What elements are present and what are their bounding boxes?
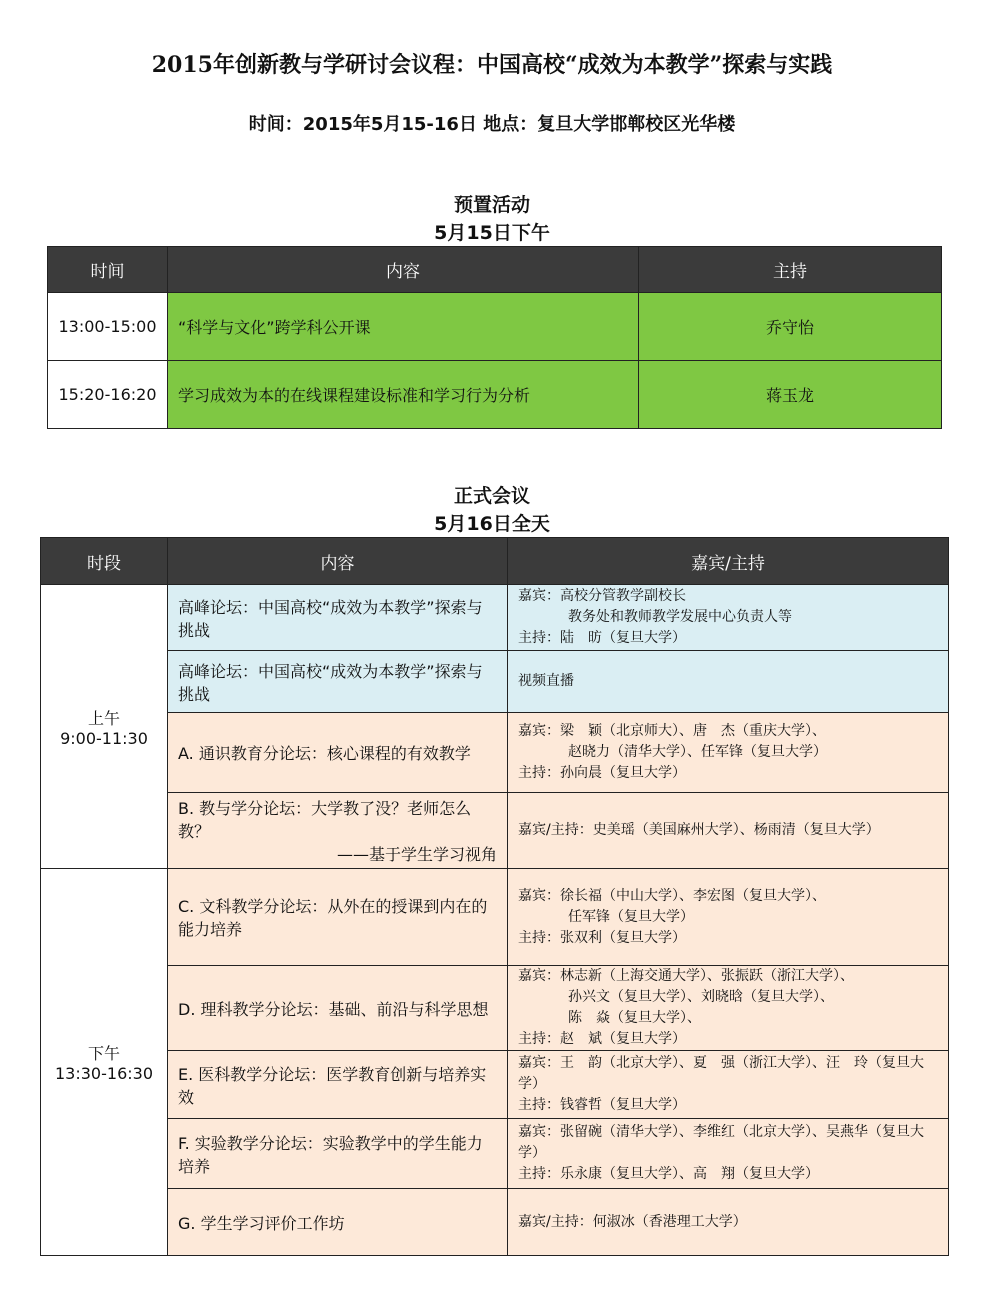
content-text: B. 教与学分论坛：大学教了没？老师怎么教？ bbox=[178, 799, 472, 841]
time-cell: 15:20-16:20 bbox=[48, 361, 168, 429]
guest-line: 主持：赵 斌（复旦大学） bbox=[518, 1031, 686, 1047]
content-cell bbox=[168, 585, 508, 651]
table-row bbox=[41, 1189, 949, 1256]
main-table bbox=[40, 537, 949, 1256]
content-cell bbox=[168, 1051, 508, 1119]
col-header: 主持 bbox=[639, 247, 942, 293]
guest-line: 主持：陆 昉（复旦大学） bbox=[518, 630, 686, 646]
table-row bbox=[48, 293, 942, 361]
guest-line: 教务处和教师教学发展中心负责人等 bbox=[568, 609, 792, 625]
document-subtitle: 时间：2015年5月15-16日 地点：复旦大学邯郸校区光华楼 bbox=[248, 114, 736, 135]
session-cell bbox=[41, 869, 168, 1256]
guest-line: 嘉宾/主持：史美瑶（美国麻州大学）、杨雨清（复旦大学） bbox=[518, 822, 880, 838]
guest-line: 主持：钱睿哲（复旦大学） bbox=[518, 1097, 686, 1113]
main-heading: 正式会议 bbox=[453, 485, 530, 507]
table-row bbox=[41, 966, 949, 1051]
table-row bbox=[41, 713, 949, 793]
guest-line: 嘉宾：林志新（上海交通大学）、张振跃（浙江大学）、 bbox=[518, 968, 854, 984]
content-cell bbox=[168, 713, 508, 793]
pre-date: 5月15日下午 bbox=[434, 222, 550, 244]
guest-cell bbox=[508, 1051, 949, 1119]
content-subtitle: ——基于学生学习视角 bbox=[336, 845, 497, 864]
table-row bbox=[41, 651, 949, 713]
content-cell bbox=[168, 1189, 508, 1256]
guest-line: 主持：张双利（复旦大学） bbox=[518, 929, 686, 946]
table-row bbox=[41, 793, 949, 869]
content-text: F. 实验教学分论坛：实验教学中的学生能力培养 bbox=[178, 1133, 483, 1176]
content-cell bbox=[168, 651, 508, 713]
guest-cell bbox=[508, 585, 949, 651]
guest-line: 孙兴文（复旦大学）、刘晓晗（复旦大学）、 bbox=[568, 989, 834, 1005]
session-time: 9:00-11:30 bbox=[60, 728, 148, 748]
content-cell bbox=[168, 1119, 508, 1189]
guest-line: 嘉宾：梁 颖（北京师大）、唐 杰（重庆大学）、 bbox=[518, 723, 826, 739]
table-row bbox=[41, 869, 949, 966]
table-row bbox=[41, 585, 949, 651]
guest-cell bbox=[508, 1119, 949, 1189]
content-cell bbox=[168, 869, 508, 966]
content-text: E. 医科教学分论坛：医学教育创新与培养实效 bbox=[178, 1064, 487, 1107]
content-cell: 学习成效为本的在线课程建设标准和学习行为分析 bbox=[168, 361, 639, 429]
content-text: C. 文科教学分论坛：从外在的授课到内在的能力培养 bbox=[178, 897, 488, 939]
table-row bbox=[41, 1051, 949, 1119]
content-text: G. 学生学习评价工作坊 bbox=[178, 1213, 345, 1233]
guest-line: 嘉宾：高校分管教学副校长 bbox=[518, 588, 686, 604]
content-cell bbox=[168, 966, 508, 1051]
table-row bbox=[41, 1119, 949, 1189]
guest-line: 嘉宾：王 韵（北京大学）、夏 强（浙江大学）、汪 玲（复旦大学） bbox=[518, 1055, 924, 1092]
guest-line: 嘉宾：张留碗（清华大学）、李维红（北京大学）、吴燕华（复旦大学） bbox=[518, 1124, 924, 1161]
session-label: 上午 bbox=[87, 708, 120, 728]
guest-line: 视频直播 bbox=[518, 673, 574, 689]
session-label: 下午 bbox=[87, 1044, 120, 1063]
pre-heading: 预置活动 bbox=[453, 194, 530, 216]
col-header: 内容 bbox=[168, 538, 508, 585]
content-cell: “科学与文化”跨学科公开课 bbox=[168, 293, 639, 361]
guest-line: 陈 焱（复旦大学）、 bbox=[568, 1010, 701, 1026]
guest-cell bbox=[508, 793, 949, 869]
guest-cell bbox=[508, 1189, 949, 1256]
content-text: 高峰论坛：中国高校“成效为本教学”探索与挑战 bbox=[178, 597, 483, 640]
time-cell: 13:00-15:00 bbox=[48, 293, 168, 361]
host-cell: 乔守怡 bbox=[639, 293, 942, 361]
content-cell bbox=[168, 793, 508, 869]
guest-line: 主持：乐永康（复旦大学）、高 翔（复旦大学） bbox=[518, 1166, 819, 1182]
pre-table bbox=[47, 246, 942, 429]
col-header: 时间 bbox=[48, 247, 168, 293]
content-text: 高峰论坛：中国高校“成效为本教学”探索与挑战 bbox=[178, 661, 483, 704]
guest-cell bbox=[508, 651, 949, 713]
host-cell: 蒋玉龙 bbox=[639, 361, 942, 429]
session-time: 13:30-16:30 bbox=[55, 1064, 153, 1083]
guest-cell bbox=[508, 713, 949, 793]
session-cell bbox=[41, 585, 168, 869]
content-text: D. 理科教学分论坛：基础、前沿与科学思想 bbox=[178, 999, 489, 1019]
col-header: 时段 bbox=[41, 538, 168, 585]
col-header: 内容 bbox=[168, 247, 639, 293]
content-text: A. 通识教育分论坛：核心课程的有效教学 bbox=[178, 744, 471, 763]
main-date: 5月16日全天 bbox=[434, 513, 550, 535]
guest-line: 嘉宾：徐长福（中山大学）、李宏图（复旦大学）、 bbox=[518, 887, 826, 904]
guest-line: 任军锋（复旦大学） bbox=[568, 908, 694, 925]
col-header: 嘉宾/主持 bbox=[508, 538, 949, 585]
document-title: 2015年创新教与学研讨会议程：中国高校“成效为本教学”探索与实践 bbox=[151, 52, 833, 78]
guest-line: 嘉宾/主持：何淑冰（香港理工大学） bbox=[518, 1213, 747, 1230]
table-row bbox=[48, 361, 942, 429]
guest-line: 赵晓力（清华大学）、任军锋（复旦大学） bbox=[568, 744, 827, 760]
guest-cell bbox=[508, 869, 949, 966]
guest-cell bbox=[508, 966, 949, 1051]
guest-line: 主持：孙向晨（复旦大学） bbox=[518, 765, 686, 781]
